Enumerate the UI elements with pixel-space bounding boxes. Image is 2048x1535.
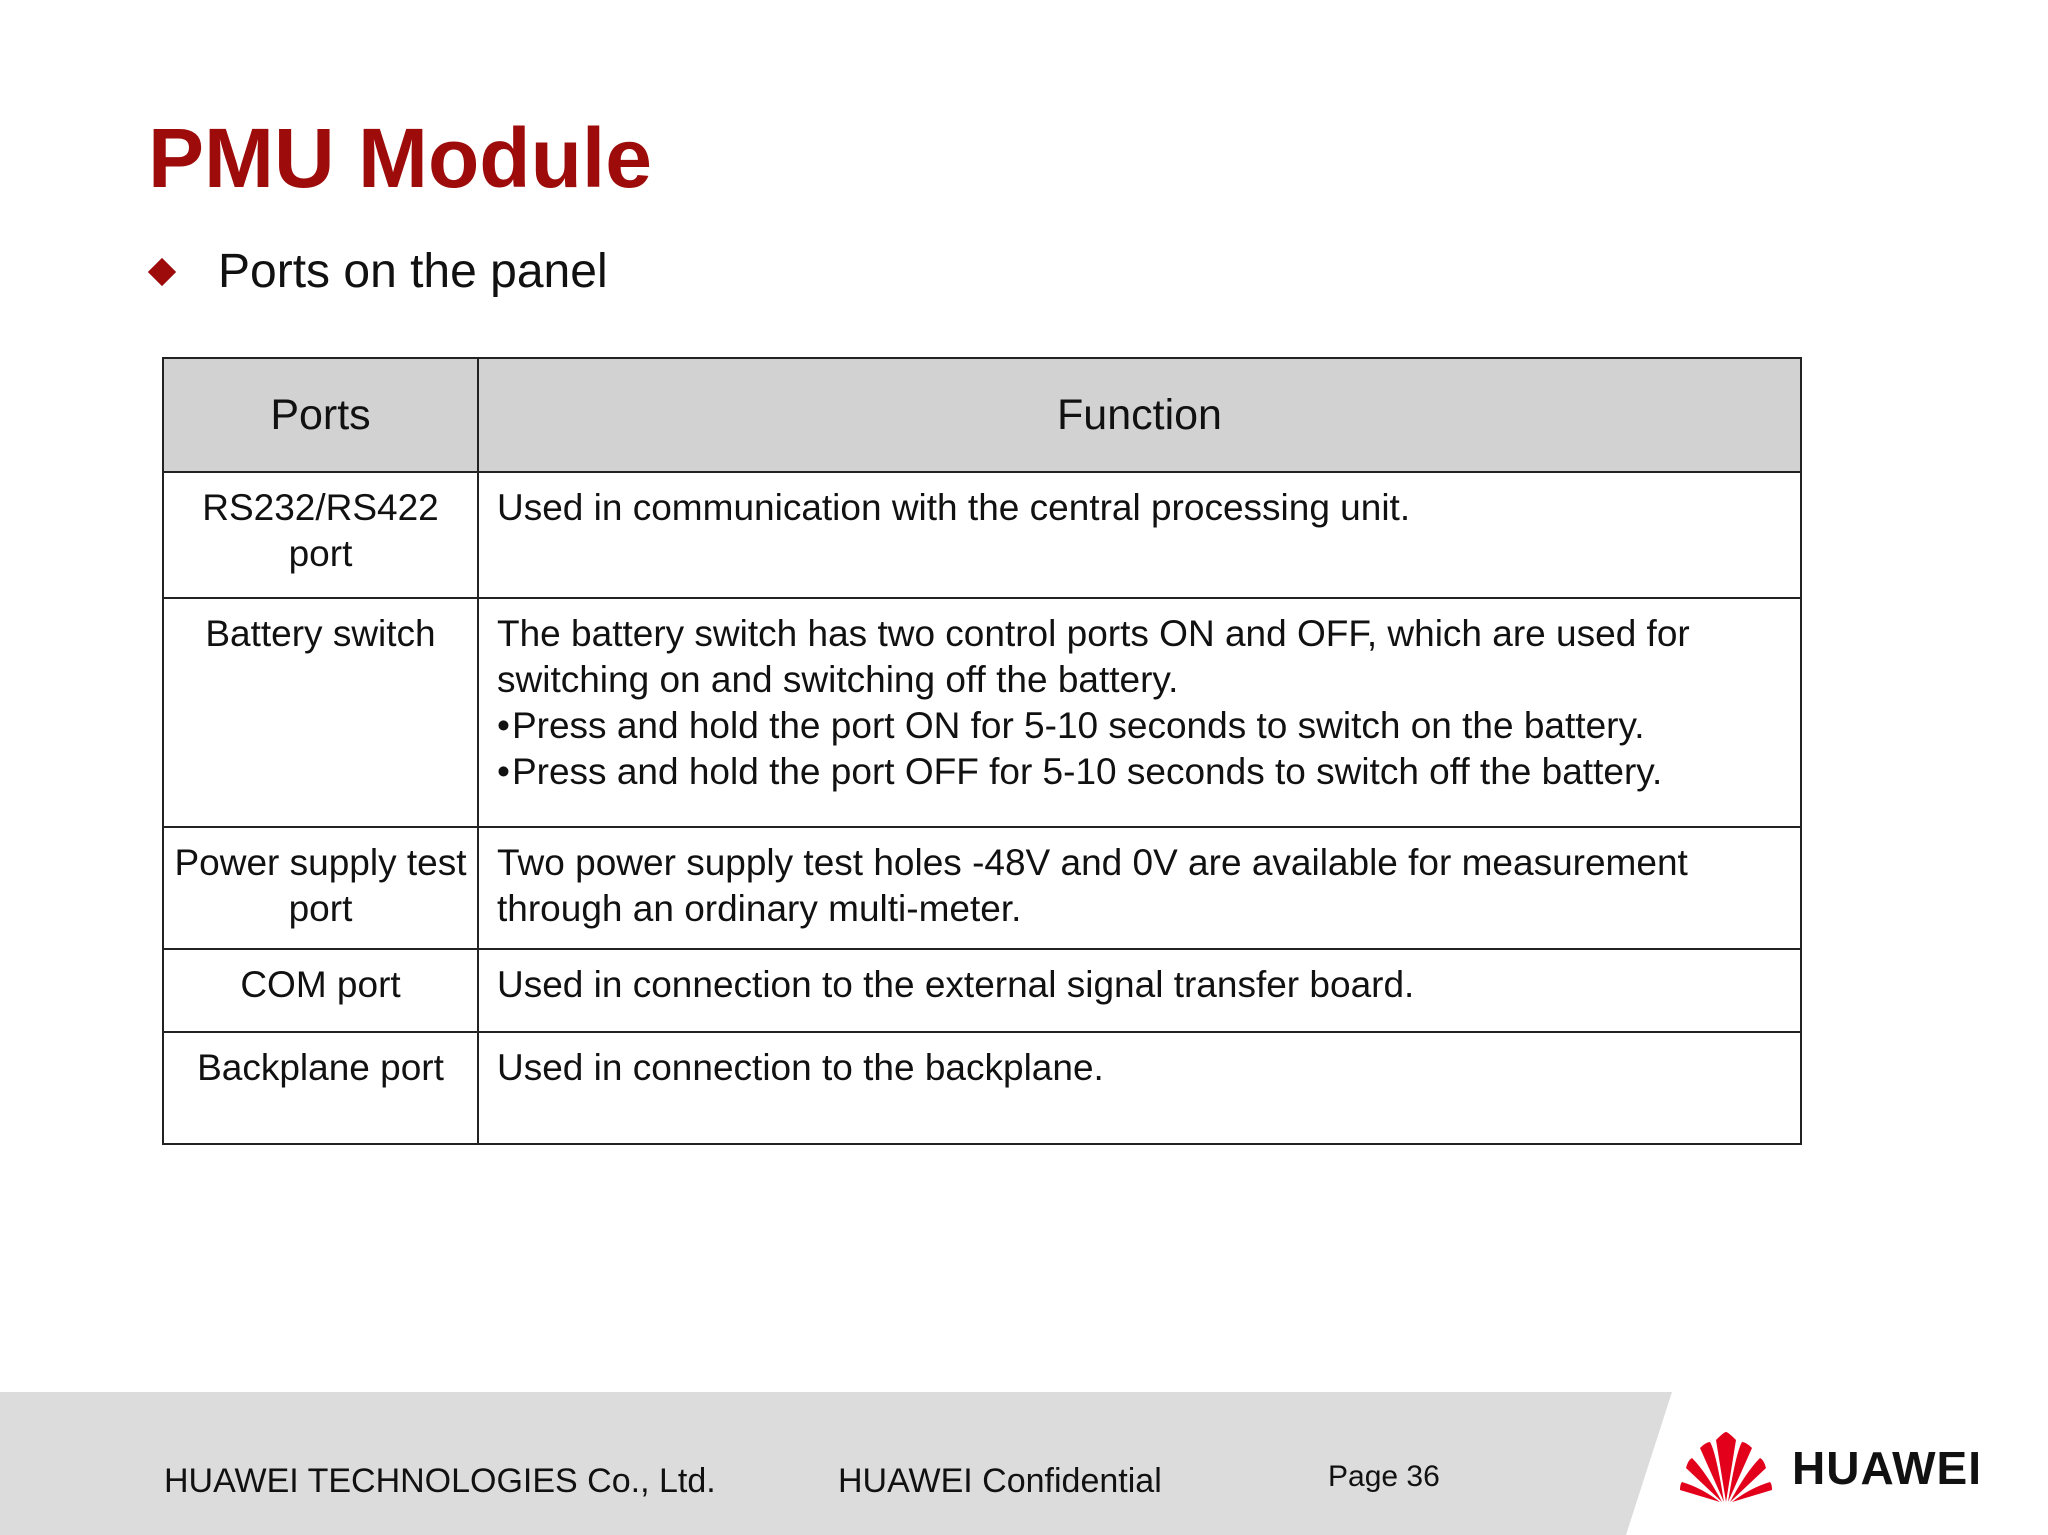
function-cell (478, 598, 1801, 827)
port-cell: COM port (163, 949, 478, 1032)
function-text: The battery switch has two control ports ON and OFF, which are used for switching on and switching off the battery. (497, 613, 1690, 700)
table-row (163, 1032, 1801, 1144)
table-row (163, 949, 1801, 1032)
ports-table (162, 357, 1802, 1145)
huawei-logo (1680, 1432, 1982, 1504)
port-cell: Power supply test port (163, 827, 478, 949)
logo-text: HUAWEI (1792, 1442, 1982, 1494)
port-cell: RS232/RS422 port (163, 472, 478, 598)
header-ports: Ports (163, 358, 478, 472)
bullet-text: Ports on the panel (218, 245, 608, 298)
function-bullet: • Press and hold the port OFF for 5-10 seconds to switch off the battery. (497, 749, 1782, 795)
table-row (163, 598, 1801, 827)
function-bullet: • Press and hold the port ON for 5-10 seconds to switch on the battery. (497, 703, 1782, 749)
table-header-row (163, 358, 1801, 472)
page-number: Page 36 (1328, 1460, 1440, 1493)
footer (0, 1392, 2048, 1535)
table-row (163, 827, 1801, 949)
port-cell: Battery switch (163, 598, 478, 827)
page-title: PMU Module (148, 111, 652, 205)
function-cell: Used in connection to the backplane. (478, 1032, 1801, 1144)
function-cell: Two power supply test holes -48V and 0V are available for measurement through an ordinary multi-meter. (478, 827, 1801, 949)
header-function: Function (478, 358, 1801, 472)
port-cell: Backplane port (163, 1032, 478, 1144)
footer-company: HUAWEI TECHNOLOGIES Co., Ltd. (164, 1462, 716, 1500)
huawei-flower-icon (1680, 1432, 1772, 1504)
bullet-item (148, 244, 608, 299)
table-row (163, 472, 1801, 598)
footer-confidential: HUAWEI Confidential (838, 1462, 1162, 1500)
diamond-bullet-icon (148, 257, 176, 285)
function-cell: Used in communication with the central processing unit. (478, 472, 1801, 598)
function-cell: Used in connection to the external signal transfer board. (478, 949, 1801, 1032)
